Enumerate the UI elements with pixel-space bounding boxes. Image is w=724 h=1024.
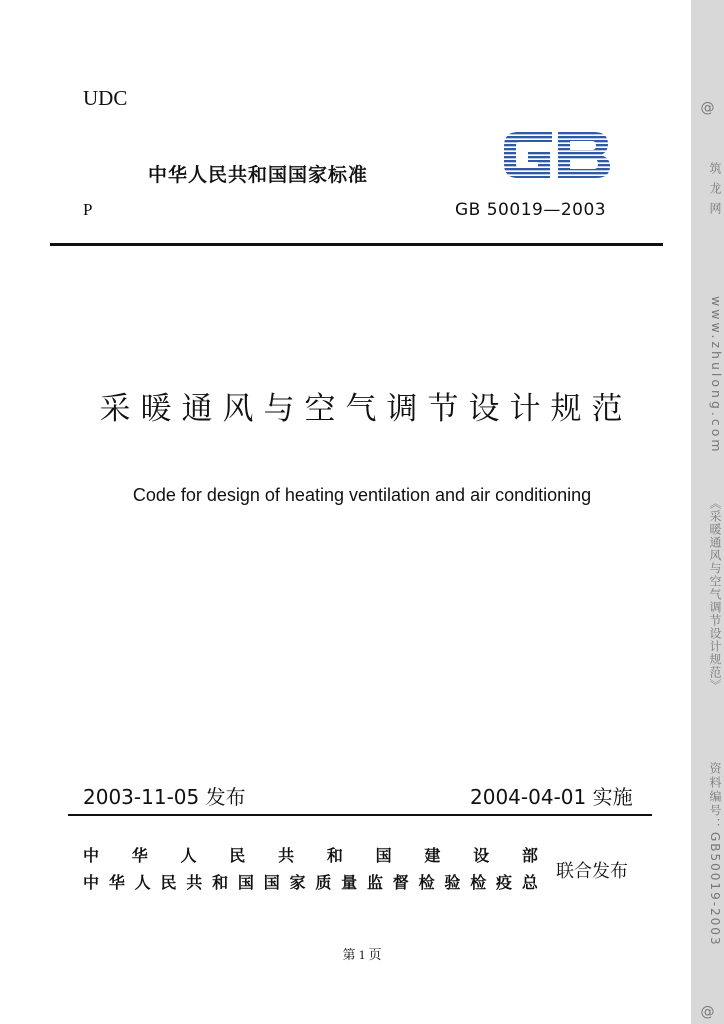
watermark-site-name: 筑龙网 <box>708 162 722 222</box>
issuer-char: 检 <box>418 873 435 892</box>
standard-number: GB 50019—2003 <box>455 200 607 220</box>
issuer-char: 检 <box>470 873 487 892</box>
issuer-ministry <box>83 843 538 866</box>
issuer-char: 共 <box>278 846 295 865</box>
issuer-char: 部 <box>521 846 538 865</box>
issuer-char: 国 <box>237 873 254 892</box>
issuer-char: 民 <box>229 846 246 865</box>
title-chinese: 采暖通风与空气调节设计规范 <box>99 391 633 427</box>
issuer-aqsiq <box>83 870 538 893</box>
issuer-char: 华 <box>108 873 125 892</box>
issuer-char: 华 <box>131 846 148 865</box>
issuer-char: 监 <box>366 873 383 892</box>
issuer-char: 设 <box>473 846 490 865</box>
watermark-doc-number: 资料编号：GB50019-2003 <box>708 762 722 947</box>
issuer-char: 家 <box>289 873 306 892</box>
page-number: 第 1 页 <box>342 947 382 962</box>
issuer-char: 质 <box>315 873 332 892</box>
issuer-char: 督 <box>392 873 409 892</box>
national-standard-heading: 中华人民共和国国家标准 <box>148 164 369 186</box>
issuer-char: 和 <box>326 846 343 865</box>
header-rule <box>50 243 663 246</box>
watermark-at-bottom: @ <box>700 1004 715 1020</box>
issuer-char: 总 <box>521 873 538 892</box>
issuer-char: 疫 <box>496 873 513 892</box>
footer-rule <box>68 814 652 816</box>
issuer-char: 量 <box>341 873 358 892</box>
issue-date: 2003-11-05 发布 <box>83 785 246 809</box>
issuer-char: 人 <box>180 846 197 865</box>
watermark-doc-title: 《采暖通风与空气调节设计规范》 <box>708 497 722 692</box>
effective-date: 2004-04-01 实施 <box>470 785 633 809</box>
issuer-char: 共 <box>186 873 203 892</box>
watermark-url: www.zhulong.com <box>709 296 724 455</box>
issuer-char: 验 <box>444 873 461 892</box>
issuer-char: 中 <box>83 846 100 865</box>
issuer-char: 民 <box>160 873 177 892</box>
issuer-char: 中 <box>83 873 100 892</box>
joint-issue-label: 联合发布 <box>556 861 628 882</box>
issuer-char: 建 <box>424 846 441 865</box>
issuer-char: 国 <box>263 873 280 892</box>
issuer-char: 和 <box>212 873 229 892</box>
gb-logo <box>500 124 614 184</box>
title-english: Code for design of heating ventilation and air conditioning <box>132 485 592 505</box>
issuer-char: 国 <box>375 846 392 865</box>
udc-label: UDC <box>83 86 128 110</box>
classification-code: P <box>83 200 93 219</box>
issuer-char: 人 <box>134 873 151 892</box>
watermark-at-top: @ <box>700 100 715 116</box>
